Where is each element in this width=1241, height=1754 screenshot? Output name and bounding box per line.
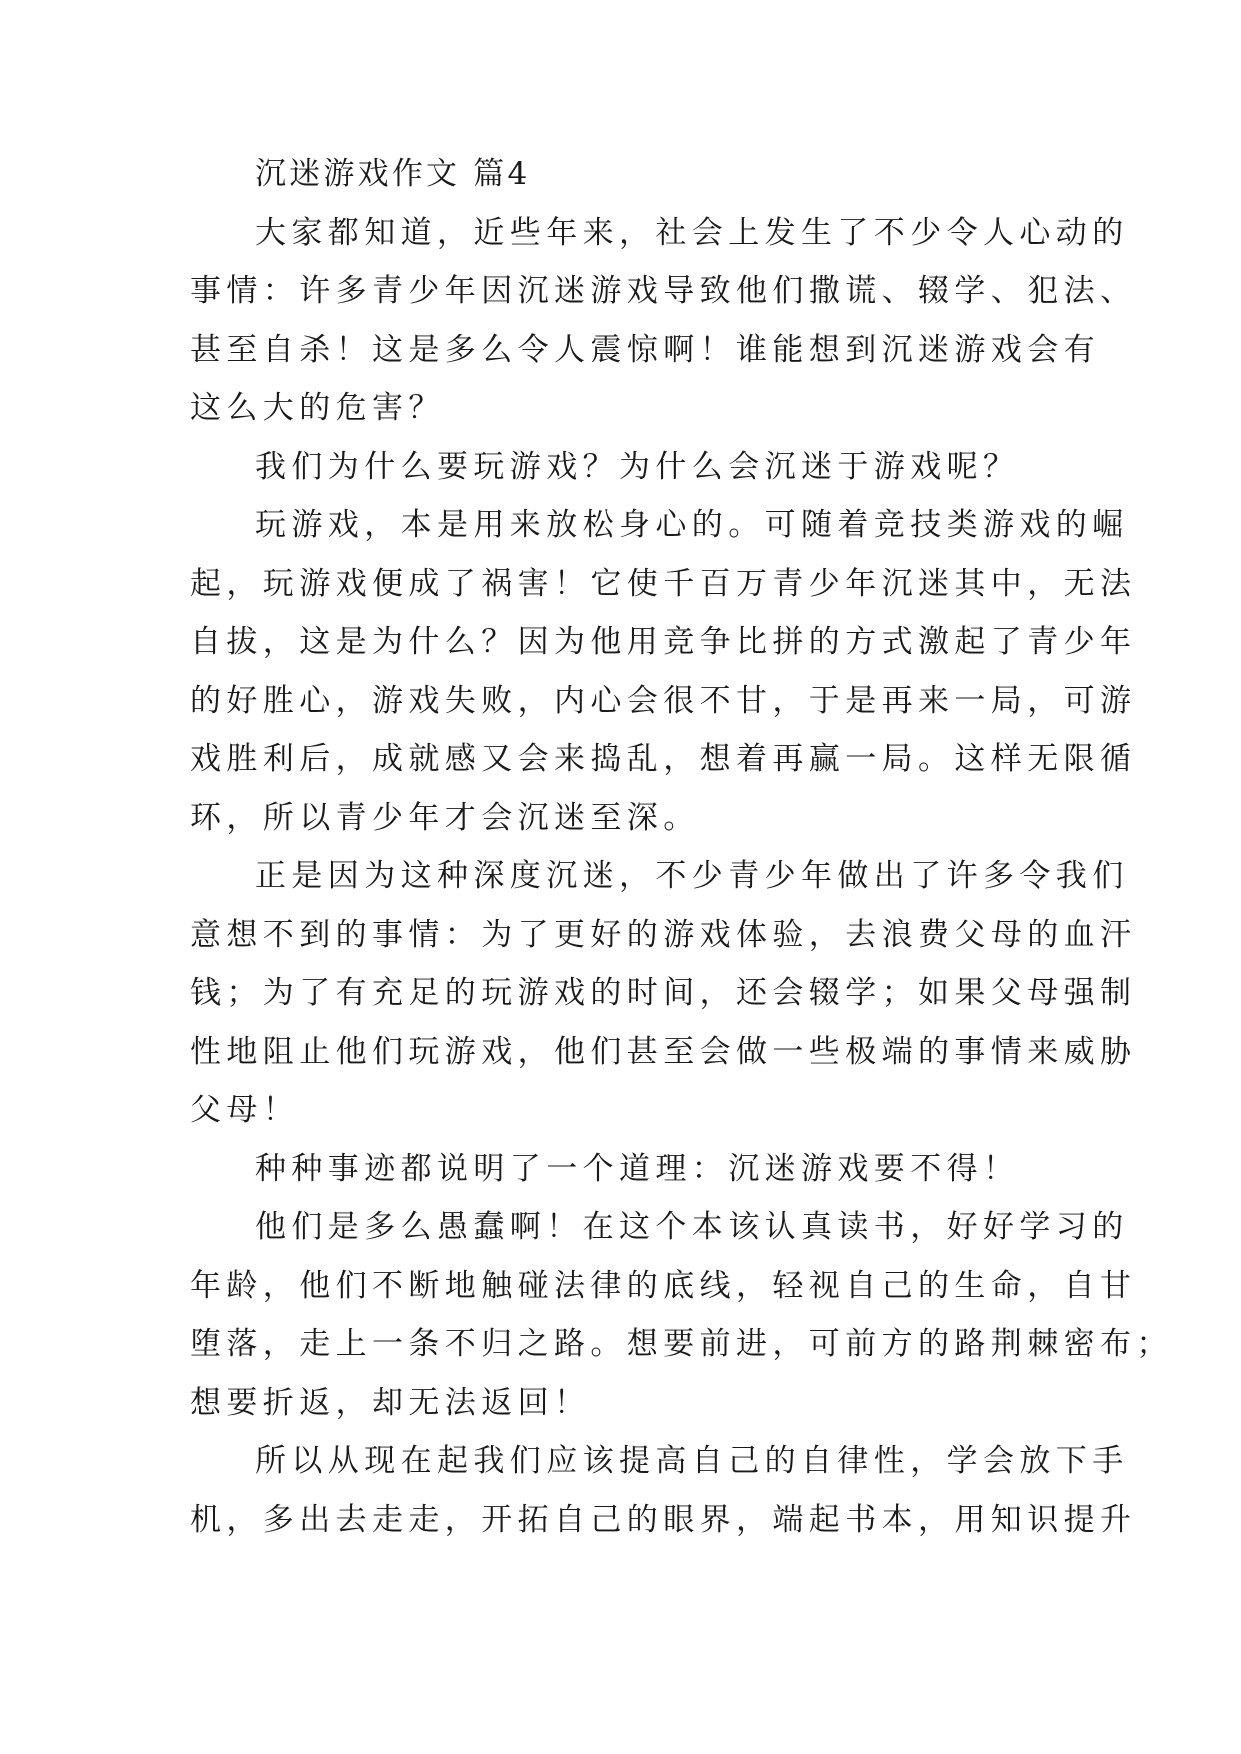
text-line: 自拔，这是为什么？因为他用竞争比拼的方式激起了青少年 [190,624,1137,660]
text-line: 大家都知道，近些年来，社会上发生了不少令人心动的 [255,214,1129,251]
text-line: 钱；为了有充足的玩游戏的时间，还会辍学；如果父母强制 [190,975,1137,1011]
text-line: 这么大的危害？ [190,390,445,426]
text-line: 年龄，他们不断地触碰法律的底线，轻视自己的生命，自甘 [190,1267,1137,1304]
text-line: 机，多出去走走，开拓自己的眼界，端起书本，用知识提升 [190,1501,1137,1538]
text-line: 所以从现在起我们应该提高自己的自律性，学会放下手 [255,1443,1129,1479]
text-line: 玩游戏，本是用来放松身心的。可随着竞技类游戏的崛 [255,507,1129,543]
text-line: 种种事迹都说明了一个道理：沉迷游戏要不得！ [255,1150,1020,1187]
text-line: 想要折返，却无法返回！ [190,1384,591,1421]
text-line: 的好胜心，游戏失败，内心会很不甘，于是再来一局，可游 [190,682,1137,719]
text-line: 父母！ [190,1092,300,1128]
text-line: 甚至自杀！这是多么令人震惊啊！谁能想到沉迷游戏会有 [190,331,1100,368]
text-line: 我们为什么要玩游戏？为什么会沉迷于游戏呢？ [255,448,1020,485]
text-line: 环，所以青少年才会沉迷至深。 [190,799,700,836]
text-line: 事情：许多青少年因沉迷游戏导致他们撒谎、辍学、犯法、 [190,273,1137,309]
essay-title: 沉迷游戏作文 篇4 [255,156,531,192]
text-line: 戏胜利后，成就感又会来捣乱，想着再赢一局。这样无限循 [190,741,1137,777]
text-line: 正是因为这种深度沉迷，不少青少年做出了许多令我们 [255,858,1129,894]
text-line: 意想不到的事情：为了更好的游戏体验，去浪费父母的血汗 [190,916,1137,953]
text-line: 他们是多么愚蠢啊！在这个本该认真读书，好好学习的 [255,1209,1129,1245]
text-line: 堕落，走上一条不归之路。想要前进，可前方的路荆棘密布； [190,1326,1173,1362]
document-page [190,145,1173,1549]
essay-body [190,204,1173,1550]
text-line: 起，玩游戏便成了祸害！它使千百万青少年沉迷其中，无法 [190,565,1137,602]
text-line: 性地阻止他们玩游戏，他们甚至会做一些极端的事情来威胁 [190,1033,1137,1070]
